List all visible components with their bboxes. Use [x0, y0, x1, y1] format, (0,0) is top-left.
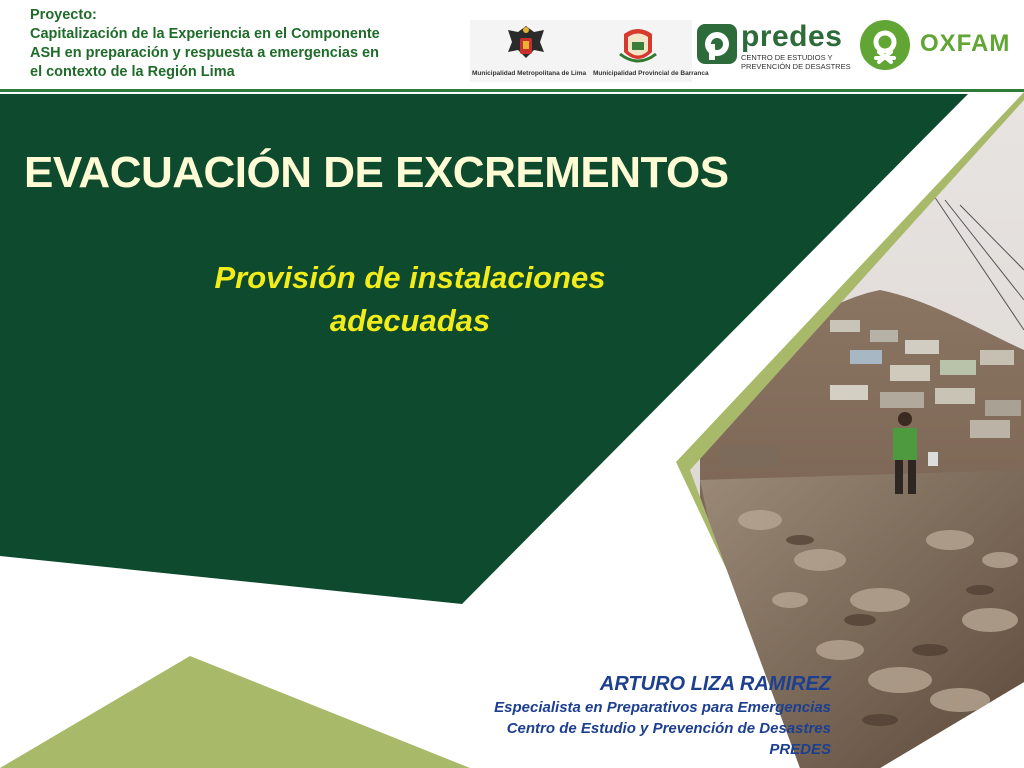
author-block	[494, 671, 831, 760]
predes-tagline	[741, 53, 851, 71]
oxfam-wordmark: OXFAM	[920, 30, 1011, 57]
project-line: el contexto de la Región Lima	[30, 64, 235, 80]
oxfam-logo	[860, 20, 1010, 72]
header	[0, 0, 1024, 90]
author-organization: Centro de Estudio y Prevención de Desastres	[506, 720, 831, 737]
subtitle-line: adecuadas	[329, 303, 491, 338]
lima-crest-icon	[504, 24, 548, 68]
predes-logo	[697, 20, 851, 72]
predes-tagline-line: PREVENCIÓN DE DESASTRES	[741, 62, 851, 71]
project-line: Capitalización de la Experiencia en el Componente	[30, 26, 380, 42]
predes-wordmark: predes	[741, 20, 843, 53]
barranca-logo-label: Municipalidad Provincial de Barranca	[593, 70, 709, 77]
author-name: ARTURO LIZA RAMIREZ	[599, 673, 831, 695]
predes-tagline-line: CENTRO DE ESTUDIOS Y	[741, 53, 833, 62]
corner-triangle	[0, 656, 470, 768]
subtitle-line: Provisión de instalaciones	[214, 260, 606, 295]
barranca-crest-icon	[616, 24, 660, 68]
lima-logo-label: Municipalidad Metropolitana de Lima	[472, 70, 587, 77]
project-line: Proyecto:	[30, 7, 97, 23]
author-role: Especialista en Preparativos para Emergencias	[494, 699, 831, 716]
author-acronym: PREDES	[769, 741, 831, 758]
predes-symbol-icon	[697, 20, 737, 68]
project-description	[30, 6, 450, 82]
oxfam-symbol-icon	[860, 20, 910, 70]
project-line: ASH en preparación y respuesta a emergencias en	[30, 45, 379, 61]
municipality-logos	[470, 20, 709, 82]
slide-title: EVACUACIÓN DE EXCREMENTOS	[24, 148, 729, 197]
header-divider	[0, 89, 1024, 92]
slide-subtitle	[110, 256, 710, 342]
